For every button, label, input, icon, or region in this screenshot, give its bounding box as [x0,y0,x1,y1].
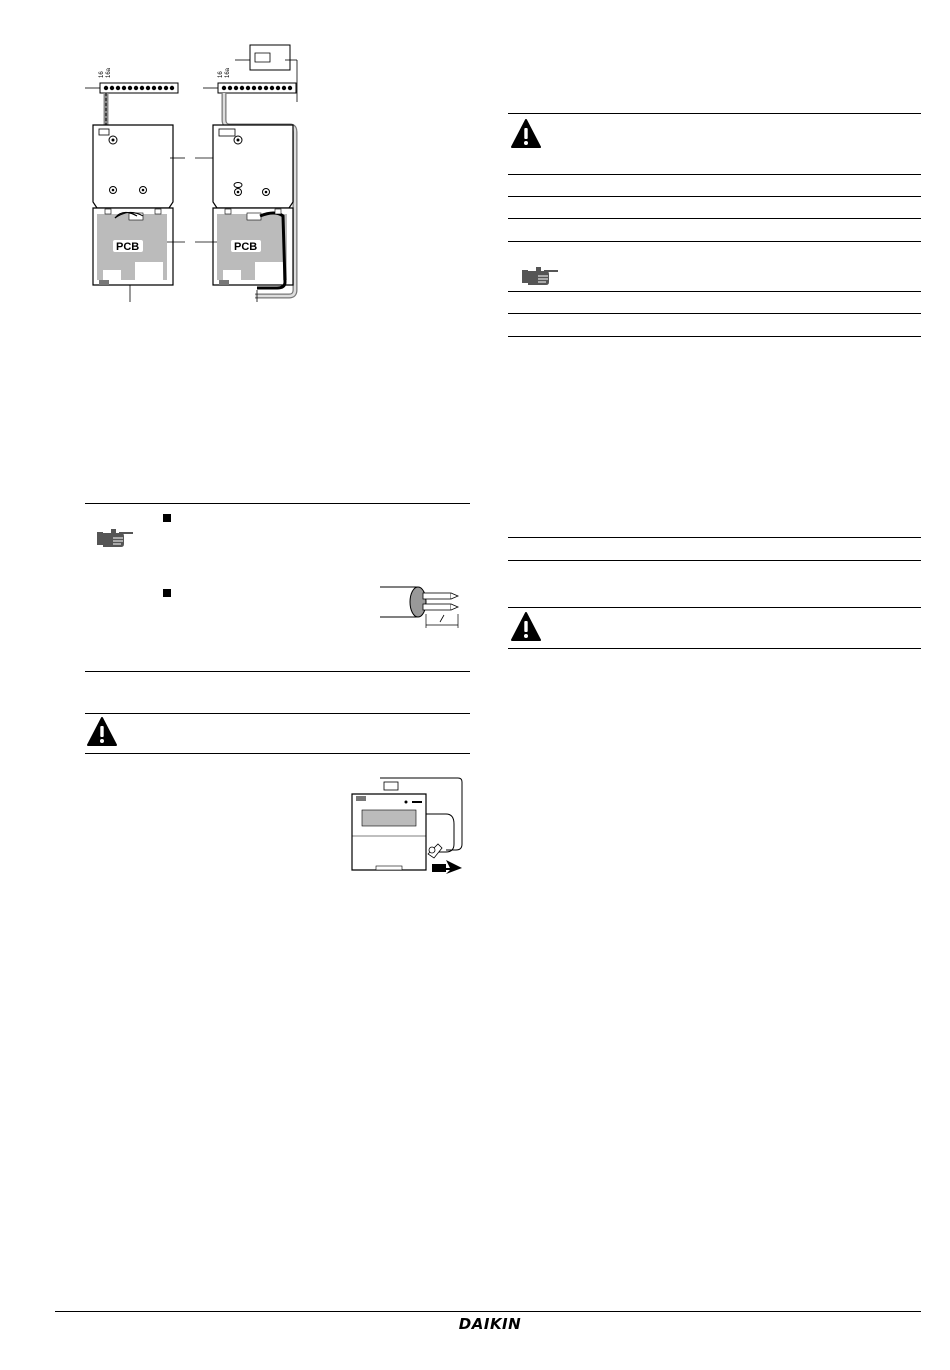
square-bullet-icon [163,514,171,522]
terminal-strip-right [203,83,296,93]
warning-box-top-rule [85,713,470,714]
svg-text:16a: 16a [225,67,231,78]
terminal-label-16: 16 [99,71,105,78]
table-rule-3 [508,218,921,219]
terminal-strip-left [85,83,178,93]
case-front-right [213,208,293,288]
warning-icon [86,716,118,748]
right-warning-top-rule [508,113,921,114]
table-rule-2 [508,196,921,197]
table-rule-6 [508,313,921,314]
table-rule-7 [508,336,921,337]
terminal-label-16a: 16a [106,67,112,78]
note-box-top-rule [85,503,470,504]
wiring-figure [85,40,315,310]
table-rule-8 [508,537,921,538]
warning-box-bottom-rule [85,753,470,754]
case-back-left [93,125,173,208]
warning-icon [510,118,542,150]
footer-rule [55,1311,921,1312]
table-rule-1 [508,174,921,175]
pcb-label-right: PCB [234,241,258,253]
pointing-hand-icon [522,265,560,287]
cable-strip-illustration [378,582,466,632]
pcb-label-left: PCB [116,241,140,253]
remote-controller-illustration [350,774,466,874]
svg-text:16: 16 [218,71,224,78]
case-front-left [93,208,173,285]
case-back-right [213,125,293,208]
connector-box [235,45,290,70]
note-box-bottom-rule [85,671,470,672]
table-rule-4 [508,241,921,242]
daikin-logo: DAIKIN [458,1315,522,1333]
pointing-hand-icon [97,527,135,549]
warning-icon [510,611,542,643]
table-rule-11 [508,648,921,649]
table-rule-9 [508,560,921,561]
table-rule-5 [508,291,921,292]
square-bullet-icon [163,589,171,597]
table-rule-10 [508,607,921,608]
